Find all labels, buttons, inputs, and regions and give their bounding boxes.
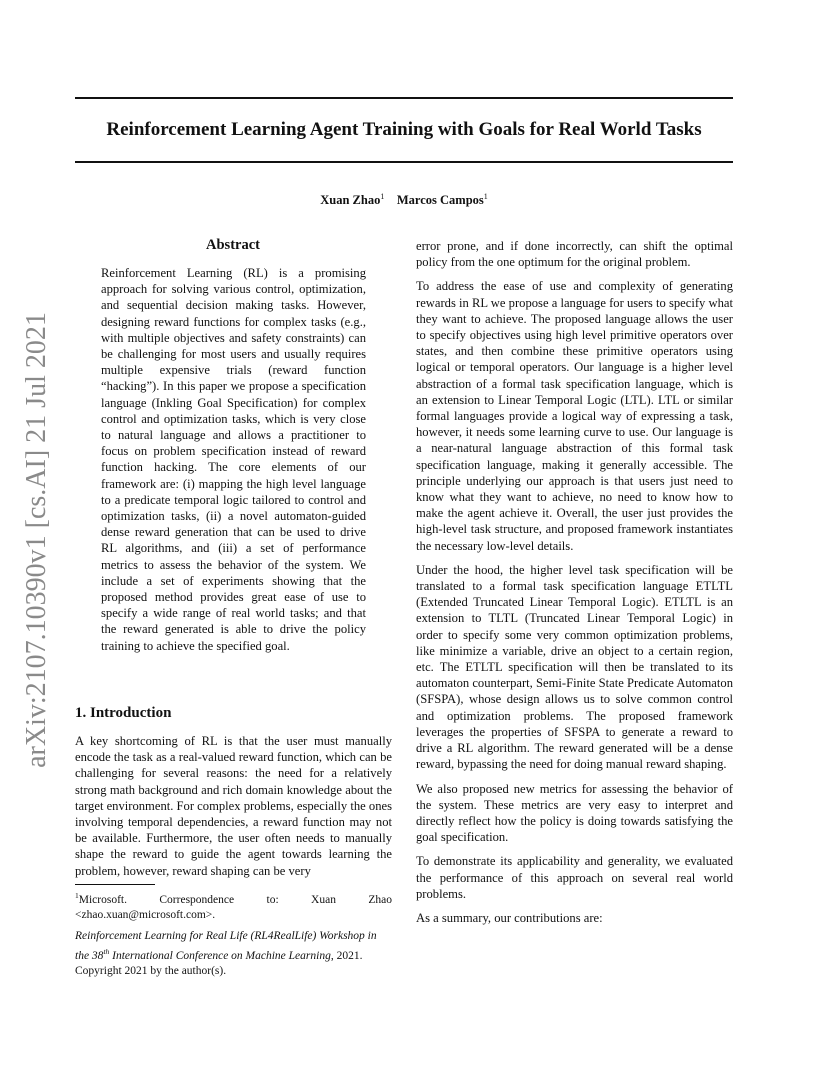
arxiv-identifier: arXiv:2107.10390v1 [cs.AI] 21 Jul 2021 (21, 312, 52, 768)
paper-title: Reinforcement Learning Agent Training with Goals for Real World Tasks (106, 119, 702, 140)
right-column (416, 238, 733, 934)
introduction-paragraph: A key shortcoming of RL is that the user must manually encode the task as a real-valued reward function, which can be challenging for several reasons: the need for a relatively strong math background and rich domain knowledge about the target environment. For complex problems, especially the ones involving temporal dependencies, a reward function may not be available. Furthermore, the user often needs to manually shape the reward to guide the agent towards learning the problem, however, reward shaping can be very (75, 734, 392, 878)
author-affiliation-mark: 1 (380, 192, 385, 201)
workshop-note (75, 929, 392, 979)
body-paragraph: Under the hood, the higher level task specification will be translated to a formal task specification language ETLTL (Extended Truncated Linear Temporal Logic). ETLTL is an extension to TLTL (Truncated Linear Temporal Logic) in order to specify some very common optimization problems, like minimize a variable, drive an object to a certain region, etc. The ETLTL specification will then be translated to its automaton counterpart, Semi-Finite State Predicate Automaton (SFSPA), whose design allows us to solve common control and optimization problems. The proposed framework leverages the properties of SFSPA to generate a reward to drive a RL algorithm. The reward generated will be a dense reward, bypassing the need for doing manual reward shaping. (416, 562, 733, 772)
workshop-ordinal-suffix: th (103, 947, 110, 956)
abstract-paragraph: Reinforcement Learning (RL) is a promising approach for solving various control, optimization, and sequential decision making tasks. However, designing reward functions for complex tasks (e.g., with multiple objectives and safety constraints) can be challenging for most users and usually requires multiple expensive trials (reward function “hacking”). In this paper we propose a specification language (Inkling Goal Specification) for complex control and optimization tasks, which is very close to natural language and allows a practitioner to focus on problem specification instead of reward function hacking. The core elements of our framework are: (i) mapping the high level language to a predicate temporal logic tailored to control and optimization tasks, (ii) a novel automaton-guided dense reward generation that can be used to drive RL algorithms, and (iii) a set of performance metrics to assess the behavior of the system. We include a set of experiments showing that the proposed method provides great ease of use to specify a wide range of real world tasks; and that the reward generated is able to drive the policy training to achieve the specified goal. (101, 266, 366, 653)
footnote-text: Microsoft. Correspondence to: Xuan Zhao <zhao.xuan@microsoft.com>. (75, 893, 392, 921)
footnote-rule (75, 884, 155, 885)
introduction-heading: 1. Introduction (75, 705, 172, 721)
abstract-heading: Abstract (206, 237, 260, 253)
workshop-copyright: , 2021. Copyright 2021 by the author(s). (75, 949, 363, 977)
author-name: Marcos Campos (396, 193, 484, 208)
title-bottom-rule (75, 161, 733, 163)
abstract-section (101, 265, 366, 662)
body-paragraph: To address the ease of use and complexity of generating rewards in RL we propose a language for users to specify what they want to achieve. The proposed language allows the user to specify objectives using high level primitive operators over states, and then combine these primitive operators using logical or temporal operators. Our language is a higher level abstraction of a formal task specification language, which is an extension to Linear Temporal Logic (LTL). LTL or similar formal languages provide a logical way of expressing a task, however, it needs some learning curve to use. Our language is a near-natural language abstraction of this formal task specification language, making it generally accessible. The principle underlying our approach is that users just need to know what they want to achieve, no need to know how to make the agent achieve it. Overall, the user just provides the high-level task structure, and proposed framework instantiates the necessary low-level details. (416, 279, 733, 553)
author-list (75, 192, 733, 208)
body-paragraph: error prone, and if done incorrectly, can shift the optimal policy from the one optimum for the original problem. (416, 239, 733, 270)
title-top-rule (75, 97, 733, 99)
author-affiliation-mark: 1 (483, 192, 488, 201)
body-paragraph: To demonstrate its applicability and generality, we evaluated the performance of this approach on several real world problems. (416, 854, 733, 901)
workshop-conference: International Conference on Machine Learning (109, 949, 331, 962)
author-name: Xuan Zhao (320, 193, 381, 208)
footnote-mark: 1 (75, 891, 79, 900)
workshop-venue: Reinforcement Learning for Real Life (RL4RealLife) Workshop in the 38 (75, 930, 377, 962)
footnote (75, 888, 392, 923)
body-paragraph: As a summary, our contributions are: (416, 910, 603, 925)
introduction-section (75, 733, 392, 887)
body-paragraph: We also proposed new metrics for assessing the behavior of the system. These metrics are very easy to interpret and directly reflect how the policy is doing towards satisfying the goal specification. (416, 781, 733, 845)
